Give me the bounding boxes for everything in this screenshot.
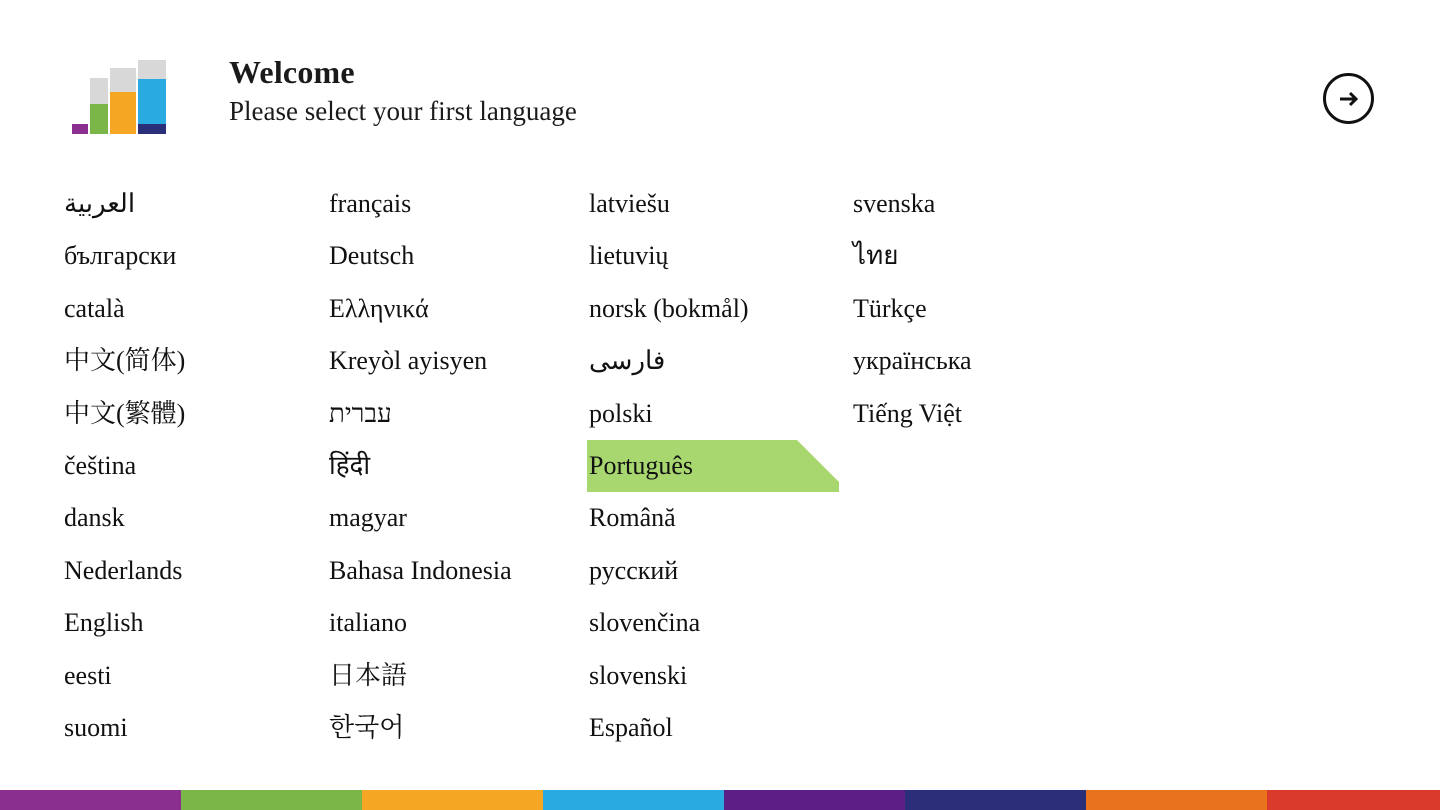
language-option[interactable]: [587, 702, 849, 754]
language-option[interactable]: [327, 650, 589, 702]
language-option[interactable]: [327, 388, 589, 440]
language-option[interactable]: [327, 283, 589, 335]
language-label: English: [64, 608, 144, 638]
language-label: svenska: [853, 189, 936, 218]
language-label: العربية: [64, 189, 136, 218]
language-option[interactable]: [587, 650, 849, 702]
language-label: latviešu: [589, 189, 670, 218]
next-button[interactable]: [1323, 73, 1374, 124]
language-option[interactable]: [327, 178, 589, 230]
language-option[interactable]: [62, 545, 324, 597]
language-option[interactable]: [62, 650, 324, 702]
language-column: [587, 178, 849, 754]
language-option[interactable]: [587, 492, 849, 544]
language-option[interactable]: [327, 335, 589, 387]
language-label: Kreyòl ayisyen: [329, 346, 488, 376]
language-label: magyar: [329, 503, 407, 533]
language-option[interactable]: [62, 440, 324, 492]
language-label: suomi: [64, 712, 128, 742]
language-label: français: [329, 189, 412, 218]
selected-check-icon: ✔: [797, 440, 839, 482]
language-option[interactable]: [587, 178, 849, 230]
language-option[interactable]: [327, 597, 589, 649]
language-label: 한국어: [329, 712, 405, 742]
language-option[interactable]: [62, 283, 324, 335]
language-label: Bahasa Indonesia: [329, 555, 512, 585]
language-option[interactable]: [327, 492, 589, 544]
language-label: Deutsch: [329, 241, 415, 271]
language-option[interactable]: [851, 388, 1113, 440]
language-column: [62, 178, 324, 754]
language-label: українська: [853, 346, 972, 376]
language-option[interactable]: [62, 335, 324, 387]
language-option[interactable]: [62, 230, 324, 282]
footer-color-segment: [905, 790, 1086, 810]
language-label: 日本語: [329, 660, 408, 690]
language-label: 中文(繁體): [64, 398, 186, 428]
footer-color-segment: [1086, 790, 1267, 810]
page-subtitle: Please select your first language: [229, 96, 577, 126]
language-option[interactable]: [62, 388, 324, 440]
language-label: 中文(简体): [64, 346, 186, 376]
language-option[interactable]: [851, 230, 1113, 282]
language-option[interactable]: [587, 335, 849, 387]
footer-color-segment: [543, 790, 724, 810]
language-label: dansk: [64, 503, 125, 533]
footer-color-segment: [0, 790, 181, 810]
language-option[interactable]: [327, 702, 589, 754]
language-label: Türkçe: [853, 293, 927, 323]
language-label: Ελληνικά: [329, 293, 429, 323]
language-option[interactable]: [587, 283, 849, 335]
language-grid: [0, 178, 1440, 758]
language-option[interactable]: [587, 388, 849, 440]
language-label: eesti: [64, 660, 112, 690]
language-option[interactable]: [851, 335, 1113, 387]
language-option[interactable]: [62, 178, 324, 230]
language-label: Nederlands: [64, 555, 183, 585]
language-column: [851, 178, 1113, 440]
footer-color-strip: [0, 790, 1440, 810]
language-option[interactable]: [851, 283, 1113, 335]
language-label: فارسی: [589, 346, 666, 376]
language-option[interactable]: [327, 545, 589, 597]
language-label: हिंदी: [329, 450, 371, 480]
language-label: slovenčina: [589, 608, 701, 638]
logo-bar: [90, 104, 108, 134]
page-title: Welcome: [229, 54, 355, 90]
arrow-right-icon: [1335, 85, 1363, 113]
language-label: ไทย: [853, 241, 899, 271]
footer-color-segment: [362, 790, 543, 810]
footer-color-segment: [724, 790, 905, 810]
language-label: italiano: [329, 608, 407, 638]
language-option[interactable]: [327, 230, 589, 282]
language-column: [327, 178, 589, 754]
language-option[interactable]: [62, 597, 324, 649]
language-label: čeština: [64, 450, 137, 480]
language-label: slovenski: [589, 660, 688, 690]
language-option[interactable]: [587, 597, 849, 649]
language-label: lietuvių: [589, 241, 669, 271]
language-label: català: [64, 293, 125, 323]
language-option[interactable]: [62, 492, 324, 544]
language-label: Português: [589, 450, 693, 480]
language-option[interactable]: [587, 440, 839, 492]
logo-bar: [72, 124, 88, 134]
logo-bar: [138, 124, 166, 134]
language-label: български: [64, 241, 177, 271]
language-label: Română: [589, 503, 676, 533]
footer-color-segment: [1267, 790, 1440, 810]
language-option[interactable]: [327, 440, 589, 492]
language-option[interactable]: [587, 545, 849, 597]
language-label: Tiếng Việt: [853, 398, 962, 428]
header: [0, 0, 1440, 160]
header-text-block: [229, 52, 577, 130]
language-label: norsk (bokmål): [589, 293, 749, 323]
language-label: עברית: [329, 398, 392, 428]
language-label: Español: [589, 712, 673, 742]
app-logo: [72, 50, 178, 134]
language-label: polski: [589, 398, 653, 428]
logo-bar: [110, 92, 136, 134]
language-label: русский: [589, 555, 679, 585]
language-option[interactable]: [62, 702, 324, 754]
language-option[interactable]: [587, 230, 849, 282]
footer-color-segment: [181, 790, 362, 810]
language-option[interactable]: [851, 178, 1113, 230]
